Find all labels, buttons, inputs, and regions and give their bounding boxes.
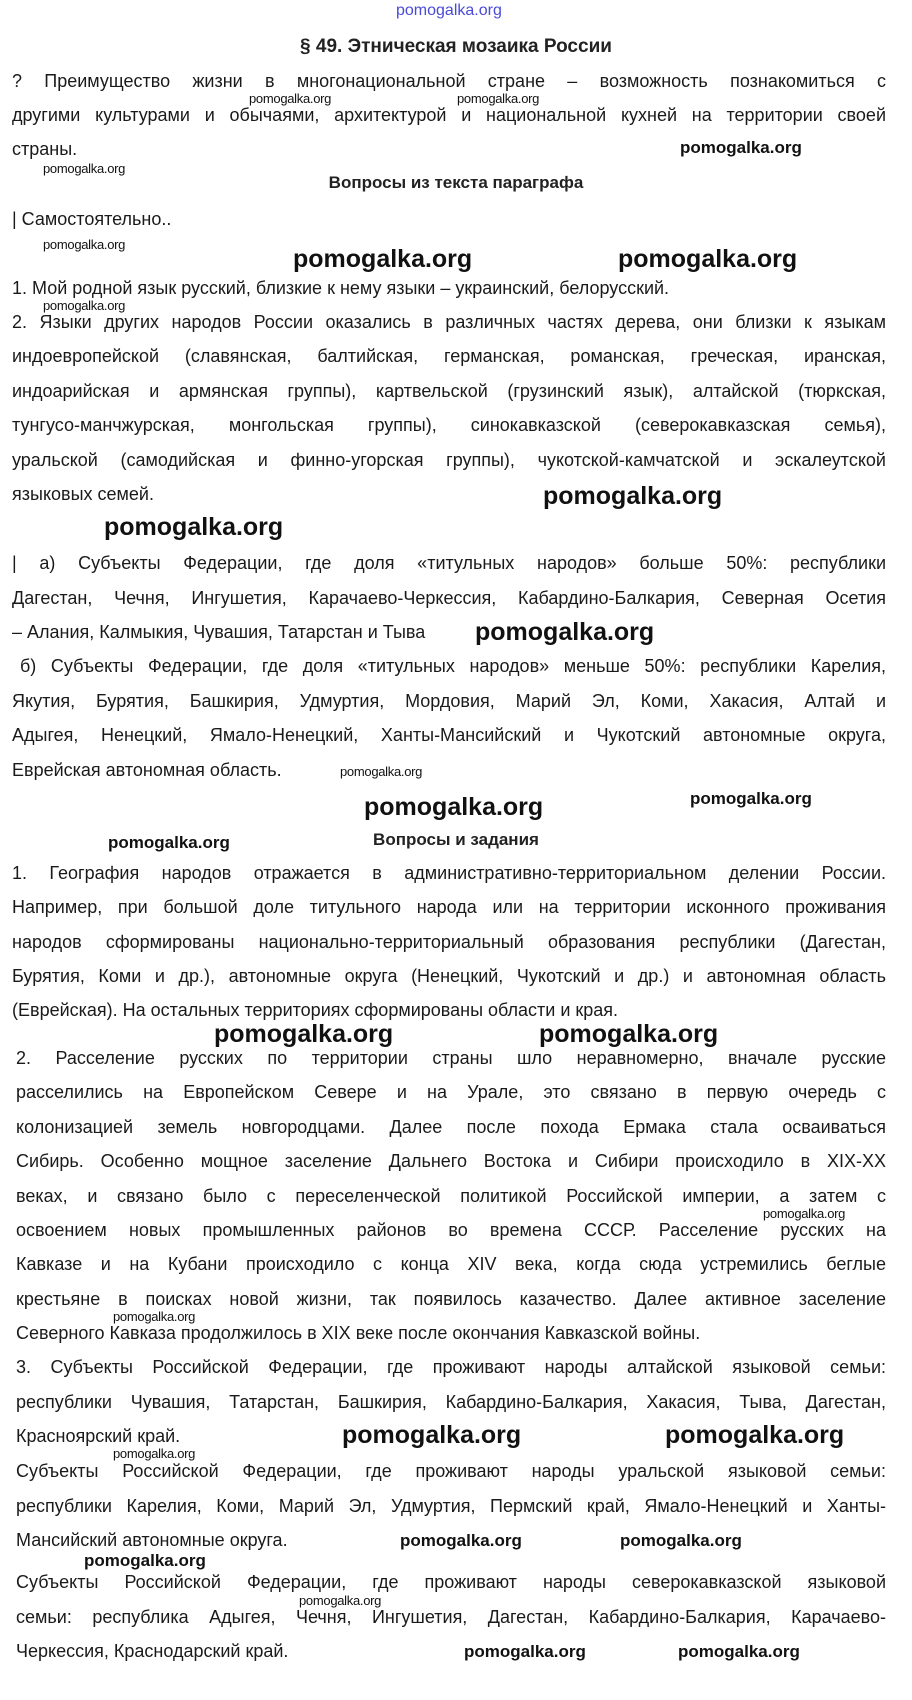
- paragraph-line: народов сформированы национально-территориальный образования республики (Дагестан,: [12, 932, 886, 952]
- watermark: pomogalka.org: [464, 1642, 586, 1661]
- paragraph-line: языковых семей.: [12, 484, 154, 504]
- section-heading: Вопросы и задания: [373, 830, 539, 849]
- paragraph-line: крестьяне в поисках новой жизни, так появилось казачество. Далее активное заселение: [16, 1289, 886, 1309]
- paragraph-line: Якутия, Бурятия, Башкирия, Удмуртия, Мордовия, Марий Эл, Коми, Хакасия, Алтай и: [12, 691, 886, 711]
- paragraph-line: 1. Мой родной язык русский, близкие к нему языки – украинский, белорусский.: [12, 278, 670, 298]
- paragraph-line: Мансийский автономные округа.: [16, 1530, 288, 1550]
- watermark: pomogalka.org: [475, 618, 655, 646]
- watermark: pomogalka.org: [113, 1446, 196, 1461]
- watermark: pomogalka.org: [108, 833, 230, 852]
- paragraph-line: Кавказе и на Кубани происходило с конца XIV века, когда сюда устремились беглые: [16, 1254, 886, 1274]
- paragraph-line: Субъекты Российской Федерации, где проживают народы северокавказской языковой: [16, 1572, 886, 1592]
- watermark: pomogalka.org: [618, 245, 798, 273]
- watermark: pomogalka.org: [342, 1421, 522, 1449]
- paragraph-line: республики Карелия, Коми, Марий Эл, Удмуртия, Пермский край, Ямало-Ненецкий и Ханты-: [16, 1496, 886, 1516]
- paragraph-line: освоением новых промышленных районов во времена СССР. Расселение русских на: [16, 1220, 886, 1240]
- watermark: pomogalka.org: [113, 1309, 196, 1324]
- paragraph-line: индоарийская и армянская группы), картвельской (грузинский язык), алтайской (тюркская,: [12, 381, 886, 401]
- watermark: pomogalka.org: [340, 764, 423, 779]
- paragraph-line: Например, при большой доле титульного народа или на территории исконного проживания: [12, 897, 886, 917]
- watermark: pomogalka.org: [299, 1593, 382, 1608]
- watermark: pomogalka.org: [543, 482, 723, 510]
- paragraph-line: (Еврейская). На остальных территориях сформированы области и края.: [12, 1000, 619, 1020]
- watermark: pomogalka.org: [678, 1642, 800, 1661]
- watermark: pomogalka.org: [690, 789, 812, 808]
- paragraph-line: Бурятия, Коми и др.), автономные округа (Ненецкий, Чукотский и др.) и автономная область: [12, 966, 886, 986]
- paragraph-line: уральской (самодийская и финно-угорская группы), чукотской-камчатской и эскалеутской: [12, 450, 886, 470]
- watermark: pomogalka.org: [293, 245, 473, 273]
- paragraph-line: страны.: [12, 139, 78, 159]
- watermark: pomogalka.org: [396, 2, 502, 19]
- watermark: pomogalka.org: [364, 793, 544, 821]
- paragraph-line: индоевропейской (славянская, балтийская, германская, романская, греческая, иранская,: [12, 346, 886, 366]
- paragraph-line: Дагестан, Чечня, Ингушетия, Карачаево-Черкессия, Кабардино-Балкария, Северная Осетия: [12, 588, 886, 608]
- paragraph-line: Субъекты Российской Федерации, где проживают народы уральской языковой семьи:: [16, 1461, 886, 1481]
- watermark: pomogalka.org: [539, 1020, 719, 1048]
- paragraph-line: | а) Субъекты Федерации, где доля «титульных народов» больше 50%: республики: [12, 553, 886, 573]
- watermark: pomogalka.org: [665, 1421, 845, 1449]
- paragraph-line: колонизацией земель новгородцами. Далее после похода Ермака стала осваиваться: [16, 1117, 886, 1137]
- section-heading: Вопросы из текста параграфа: [328, 173, 584, 192]
- paragraph-line: – Алания, Калмыкия, Чувашия, Татарстан и Тыва: [12, 622, 426, 642]
- paragraph-line: республики Чувашия, Татарстан, Башкирия, Кабардино-Балкария, Хакасия, Тыва, Дагестан,: [16, 1392, 886, 1412]
- page-title: § 49. Этническая мозаика России: [300, 36, 612, 57]
- watermark: pomogalka.org: [43, 161, 126, 176]
- watermark: pomogalka.org: [43, 237, 126, 252]
- watermark: pomogalka.org: [680, 138, 802, 157]
- watermark: pomogalka.org: [400, 1531, 522, 1550]
- paragraph-line: Еврейская автономная область.: [12, 760, 282, 780]
- paragraph-line: 2. Расселение русских по территории страны шло неравномерно, вначале русские: [16, 1048, 886, 1068]
- paragraph-line: Красноярский край.: [16, 1426, 181, 1446]
- paragraph-line: Сибирь. Особенно мощное заселение Дальнего Востока и Сибири происходило в XIX-XX: [16, 1151, 886, 1171]
- paragraph-line: расселились на Европейском Севере и на Урале, это связано в первую очередь с: [16, 1082, 886, 1102]
- watermark: pomogalka.org: [620, 1531, 742, 1550]
- self-note: | Самостоятельно..: [12, 209, 172, 229]
- paragraph-line: Адыгея, Ненецкий, Ямало-Ненецкий, Ханты-Мансийский и Чукотский автономные округа,: [12, 725, 886, 745]
- paragraph-line: ? Преимущество жизни в многонациональной стране – возможность познакомиться с: [12, 71, 886, 91]
- watermark: pomogalka.org: [84, 1551, 206, 1570]
- watermark: pomogalka.org: [43, 298, 126, 313]
- watermark: pomogalka.org: [214, 1020, 394, 1048]
- watermark: pomogalka.org: [457, 91, 540, 106]
- paragraph-line: Черкессия, Краснодарский край.: [16, 1641, 289, 1661]
- paragraph-line: 1. География народов отражается в административно-территориальном делении России.: [12, 863, 886, 883]
- watermark: pomogalka.org: [249, 91, 332, 106]
- watermark: pomogalka.org: [104, 513, 284, 541]
- paragraph-line: другими культурами и обычаями, архитектурой и национальной кухней на территории своей: [12, 105, 886, 125]
- paragraph-line: семьи: республика Адыгея, Чечня, Ингушетия, Дагестан, Кабардино-Балкария, Карачаево-: [16, 1607, 886, 1627]
- paragraph-line: 2. Языки других народов России оказались в различных частях дерева, они близки к языкам: [12, 312, 886, 332]
- paragraph-line: Северного Кавказа продолжилось в XIX веке после окончания Кавказской войны.: [16, 1323, 701, 1343]
- paragraph-line: 3. Субъекты Российской Федерации, где проживают народы алтайской языковой семьи:: [16, 1357, 886, 1377]
- paragraph-line: б) Субъекты Федерации, где доля «титульных народов» меньше 50%: республики Карелия,: [20, 656, 886, 676]
- paragraph-line: веках, и связано было с переселенческой политикой Российской империи, а затем с: [16, 1186, 886, 1206]
- watermark: pomogalka.org: [763, 1206, 846, 1221]
- paragraph-line: тунгусо-манчжурская, монгольская группы), синокавказской (северокавказская семья),: [12, 415, 886, 435]
